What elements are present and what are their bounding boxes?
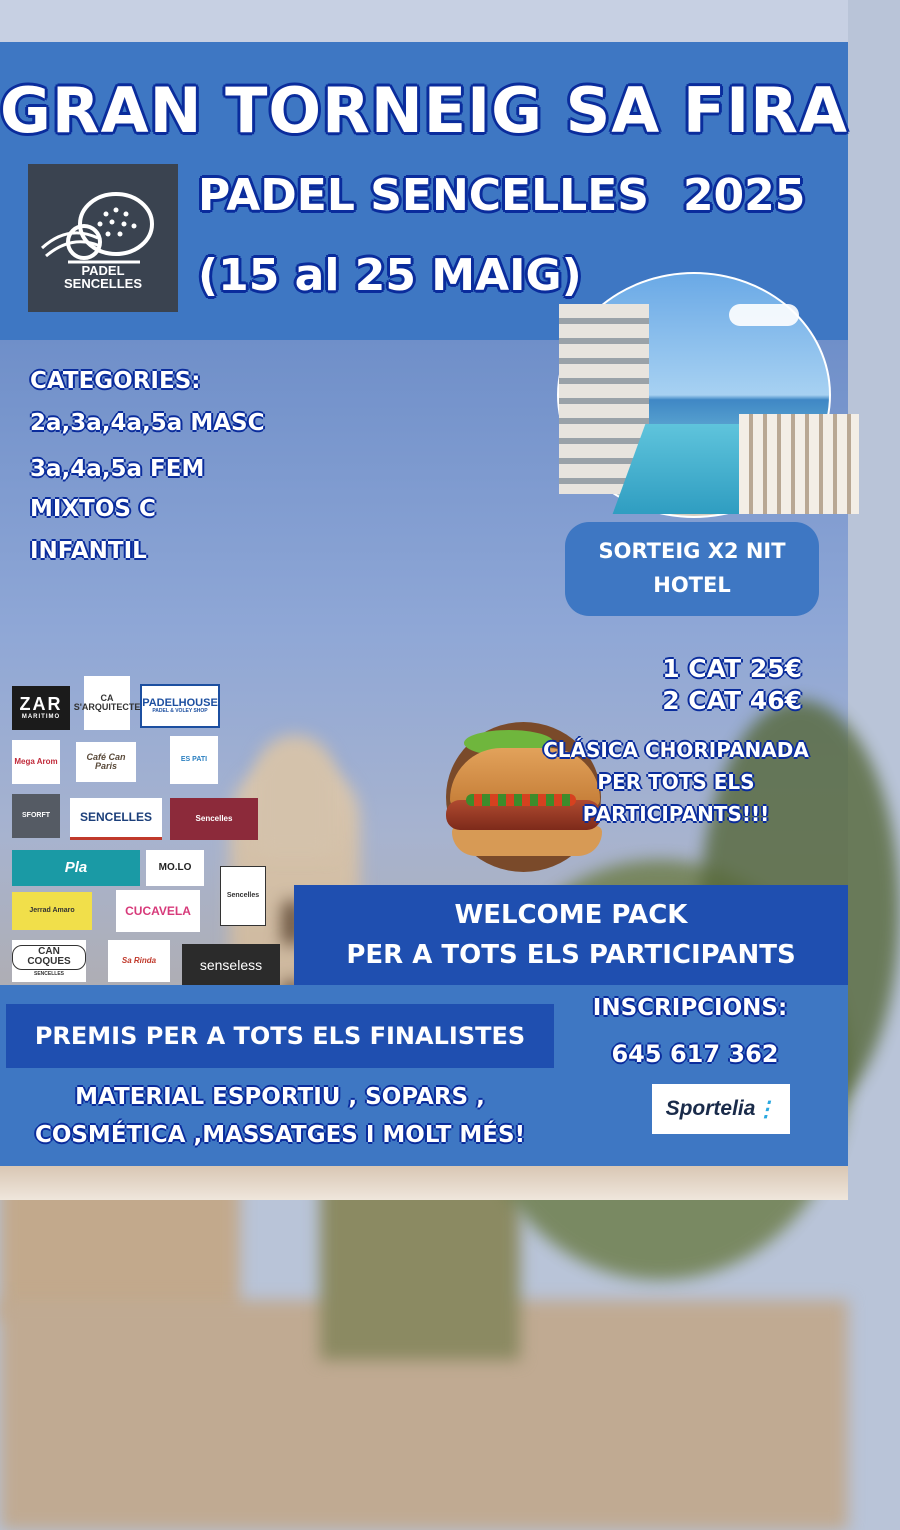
price-two-categories: 2 CAT 46€ xyxy=(662,686,802,715)
poster-subtitle xyxy=(198,170,805,221)
welcome-line2: PER A TOTS ELS PARTICIPANTS xyxy=(346,940,796,970)
sportelia-logo xyxy=(652,1084,790,1134)
sponsor-logo-construcciones-sencelles: SENCELLES xyxy=(70,798,162,840)
hotel-pool-photo xyxy=(557,272,831,518)
sponsor-logo-senseless: senseless xyxy=(182,944,280,986)
welcome-line1: WELCOME PACK xyxy=(454,900,688,930)
price-one-category: 1 CAT 25€ xyxy=(662,654,802,683)
subtitle-year: 2025 xyxy=(682,170,806,221)
sponsor-logo-can-coques: CAN COQUES SENCELLES xyxy=(12,940,86,982)
welcome-pack-banner xyxy=(294,885,848,985)
tournament-dates: (15 al 25 MAIG) xyxy=(198,250,582,301)
subtitle-club: PADEL SENCELLES xyxy=(198,170,649,221)
logo-line1: PADEL xyxy=(81,263,125,278)
raffle-line1: SORTEIG X2 NIT xyxy=(598,539,786,563)
sportelia-dots-icon: ⋮ xyxy=(755,1097,777,1121)
categories-heading: CATEGORIES: xyxy=(30,368,201,394)
category-item: 3a,4a,5a FEM xyxy=(30,456,205,482)
registration-label: INSCRIPCIONS: xyxy=(592,995,788,1021)
sponsor-logo-zar: ZAR MARITIMO xyxy=(12,686,70,730)
sponsor-logo-pizzeria: CA S'ARQUITECTE xyxy=(84,676,130,730)
sponsor-logo-es-pati: ES PATI xyxy=(170,736,218,784)
bottom-strip xyxy=(0,1166,848,1200)
sponsor-logo-mega-arom: Mega Arom xyxy=(12,740,60,784)
sponsor-logo-sencelles-agency: Sencelles xyxy=(170,798,258,840)
sponsor-logo-piltdown: Sencelles xyxy=(220,866,266,926)
category-item: INFANTIL xyxy=(30,538,147,564)
category-item: MIXTOS C xyxy=(30,496,156,522)
sponsor-logo-cucavela: CUCAVELA xyxy=(116,890,200,932)
choripanada-text: CLÁSICA CHORIPANADA PER TOTS ELS PARTICIPANTS!!! xyxy=(543,738,809,826)
sponsor-logo-sa-rinda: Sa Rinda xyxy=(108,940,170,982)
category-item: 2a,3a,4a,5a MASC xyxy=(30,410,265,436)
prize-materials-text: MATERIAL ESPORTIU , SOPARS , COSMÉTICA ,MASSATGES I MOLT MÉS! xyxy=(34,1084,526,1148)
raffle-line2: HOTEL xyxy=(653,573,731,597)
sponsor-logo-pla: Pla xyxy=(12,850,140,886)
top-strip xyxy=(0,0,848,42)
logo-line2: SENCELLES xyxy=(63,276,142,291)
poster-title: GRAN TORNEIG SA FIRA xyxy=(0,74,848,147)
sponsor-logo-sforft: SFORFT xyxy=(12,794,60,838)
sponsor-logo-cafe-can-paris: Café Can Paris xyxy=(76,742,136,782)
sponsor-logo-molo: MO.LO xyxy=(146,850,204,886)
sponsor-logo-padelhouse: PADELHOUSE PADEL & VOLEY SHOP xyxy=(140,684,220,728)
padel-sencelles-logo xyxy=(28,164,178,312)
registration-phone: 645 617 362 xyxy=(611,1040,779,1068)
entry-prices xyxy=(662,653,802,717)
sponsor-logo-jerrad: Jerrad Amaro xyxy=(12,892,92,930)
hotel-raffle-badge xyxy=(565,522,819,616)
sportelia-wordmark: Sportelia xyxy=(665,1097,756,1120)
finalists-prizes-banner: PREMIS PER A TOTS ELS FINALISTES xyxy=(6,1004,554,1068)
